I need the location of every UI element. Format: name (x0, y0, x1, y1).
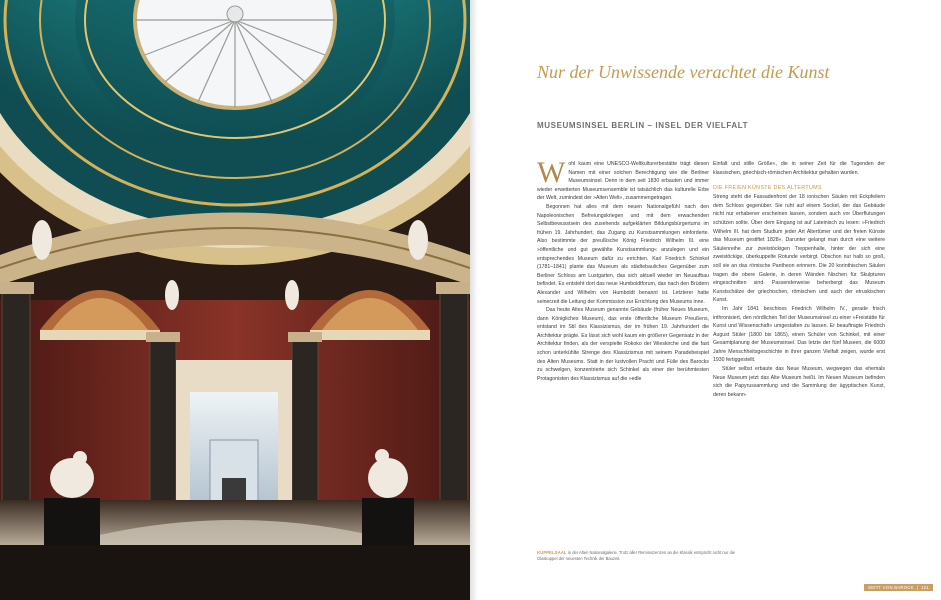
paragraph: Das heute Altes Museum genannte Gebäude (früher Neues Museum, dann Königliches Museum), das erste öffentliche Museum Preußens, entstand im Stil des Klassizismus, der im frühen 19. Jahrhundert die Architektur prägte. Es lässt sich wohl kaum ein größerer Gegensatz in der Architektur finden, als der verspielte Rokoko der Wieskirche und die fast schon unterkühlte Strenge des Klassizismus mit seinem Paradebeispiel des Alten Museums. Statt in der lustvollen Pracht und Fülle des Barocks zu schwelgen, konzentrierte sich Schinkel als einer der berühmtesten Protagonisten des Klassizismus auf die »edle (537, 307, 709, 382)
caption-label: KUPPELSAAL (537, 550, 567, 555)
paragraph: Stüler selbst erbaute das Neue Museum, wegwegen das ehemals Neue Museum jetzt das Alte Museum heißt. Im Neuen Museum befinden sich die Papyrussammlung und die Sammlung der ägyptischen Kunst, deren bekann- (713, 366, 885, 398)
article-subtitle: MUSEUMSINSEL BERLIN – INSEL DER VIELFALT (537, 121, 749, 130)
text-column-2 (713, 160, 885, 399)
rotunda-illustration (0, 0, 470, 545)
left-page (0, 0, 470, 600)
drop-cap: W (537, 156, 566, 189)
paragraph: Streng steht die Fassadenfront der 18 ionischen Säulen mit Eckpfeilern dem Schloss gegenüber. Sie ruht auf einem Sockel, der das Gebäude nicht nur erhabener erscheinen lassen, sondern auch vor Überflutungen schützen sollte. Über dem Eingang ist auf Lateinisch zu lesen: »Friedrich Wilhelm III. hat dem Studium jeder Art Altertümer und der freien Künste das Museum gestiftet 1828«. Darunter gelangt man durch eine weitere Säulenreihe zur zweistöckigen Treppenhalle, hinter der sich eine zweistöckige, überkuppelte Rotunde verbirgt. Obschon nur halb so groß, soll sie an das römische Pantheon erinnern. Die 20 korinthischen Säulen tragen die obere Galerie, in deren Wänden Nischen für Skulpturen eingeschnitten sind. Passenderweise beherbergt das Museum Kunstschätze der griechischen, römischen und auch der etruskischen Kunst. (713, 194, 885, 304)
paragraph: Im Jahr 1841 beschloss Friedrich Wilhelm IV., gerade frisch inthronisiert, den nördlichen Teil der Museumsinsel zu einer »Freistätte für Kunst und Wissenschaft« umgestalten zu lassen. Er beauftragte Friedrich August Stüler (1800 bis 1865), einen Schüler von Schinkel, mit einer Gesamtplanung der Museumsinsel. Das letzte der fünf Museen, die 6000 Jahre Menschheitsgeschichte in ihrer ganzen Vielfalt zeigen, wurde erst 1930 fertiggestellt. (713, 305, 885, 364)
rotunda-photograph (0, 0, 470, 545)
page-footer: MOTT VON BAROCK | 121 (864, 584, 933, 591)
paragraph: Einfalt und stille Größe«, die in seiner Zeit für die Tugenden der klassischen, griechisch-römischen Architektur gehalten wurden. (713, 161, 885, 176)
paragraph-text: ohl kaum eine UNESCO-Weltkulturerbestätte trägt diesen Namen mit einer solchen Berechtigung wie die Berliner Museumsinsel. Denn in dem seit 1830 erbauten und immer wieder erweiterten Museumsensemble ist tatsächlich das kulturelle Erbe der Welt, zumindest der »Alten Welt«, zusammengetragen. (537, 161, 709, 202)
article-title: Nur der Unwissende verachtet die Kunst (537, 62, 830, 82)
page-gutter (470, 0, 478, 600)
photo-caption (537, 550, 737, 562)
page-number: 121 (921, 585, 929, 590)
text-column-1 (537, 156, 709, 383)
paragraph (537, 156, 709, 203)
caption-text: in der Alten Nationalgalerie. Trotz aller Reminiszenzen an die Klassik entspricht nicht nur die Glaskuppel der neuesten Technik der Bauzeit. (537, 550, 735, 561)
section-heading: DIE FREIEN KÜNSTE DES ALTERTUMS (713, 185, 822, 192)
footer-section: MOTT VON BAROCK (868, 585, 914, 590)
paragraph: Begonnen hat alles mit dem neuen Nationalgefühl nach den Napoleonischen Befreiungskriegen und mit dem erwachenden Selbstbewusstsein des zusehends aufgeklärten Bildungsbürgertums im frühen 19. Jahrhundert, das Zugang zu Kunstsammlungen einforderte. Also bestimmte der preußische König Friedrich Wilhelm III. eine »öffentliche und gut gewählte Kunstsammlung« anzulegen und ein entsprechendes Museum dafür zu errichten. Karl Friedrich Schinkel (1781–1841) plante das Museum als städtebauliches Gegenüber zum Berliner Schloss am Lustgarten, das sich aktuell wieder im Neuaufbau befindet. Es entsteht dort das neue Humboldtforum, das nach den Brüdern Alexander und Wilhelm von Humboldt benannt ist. Letzterer hatte seinerzeit die Leitung der Kommission zur Errichtung des Museums inne. (537, 203, 709, 305)
